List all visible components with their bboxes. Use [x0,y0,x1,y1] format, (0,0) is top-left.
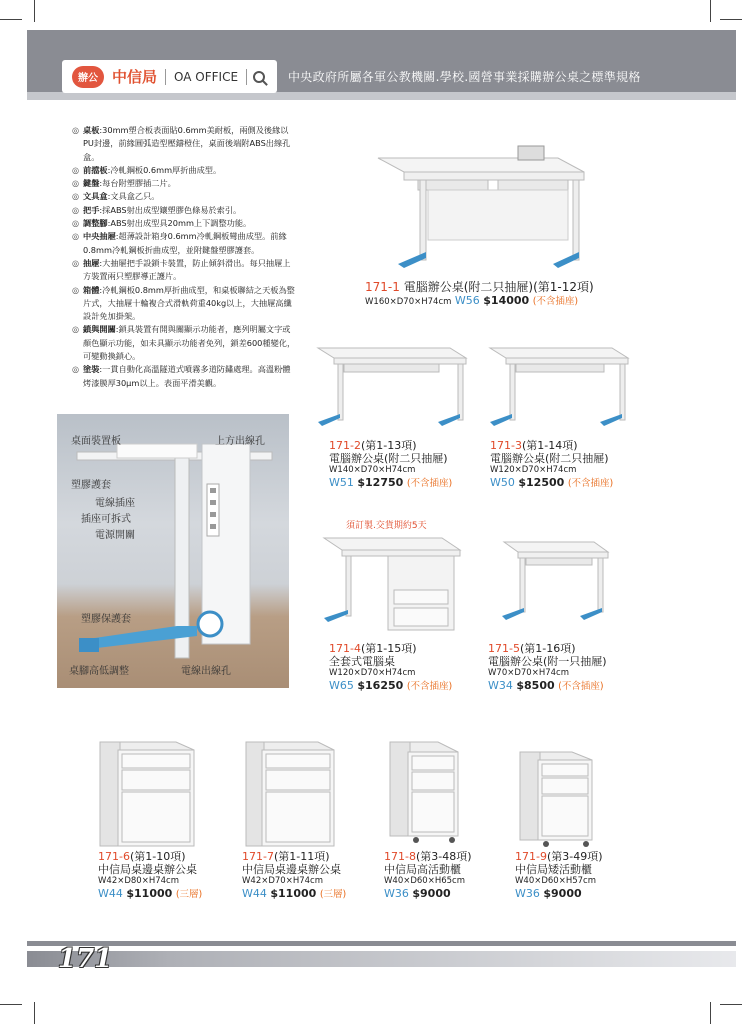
product-image-desk [310,338,470,434]
crop-mark [710,0,711,22]
product-dims: W120×D70×H74cm [490,465,577,475]
product-image-desk [498,534,610,628]
feature-text: :大抽屜把手設鎖卡裝置，防止傾斜滑出。每只抽屜上方裝置兩只塑膠導正護片。 [83,257,291,282]
product-code: 171-9 [515,850,547,863]
product-w-code: W56 [454,294,480,307]
product-card [329,642,452,694]
product-title [329,439,452,452]
bullet-icon: ◎ [72,178,80,189]
product-meta [515,887,603,901]
product-dims: W42×D80×H74cm [98,876,179,886]
product-price: $14000 [483,294,530,307]
product-name: 中信局矮活動櫃 [515,863,592,876]
crop-mark [0,1004,22,1005]
product-price: $8500 [516,679,555,692]
brand-name: 中信局 [112,68,158,86]
feature-label: 前擋板 [83,164,108,175]
product-item-no: (第1-10項) [129,850,186,863]
label-power-socket: 電線插座 [95,498,135,509]
product-item-no: (第3-48項) [415,850,472,863]
label-cable-outlet: 電線出線孔 [181,666,231,677]
feature-item [72,124,297,164]
crop-mark [710,1002,711,1024]
product-item-no: (第1-11項) [273,850,330,863]
feature-label: 把手 [83,204,100,215]
feature-item [72,177,297,190]
crop-mark [34,1002,35,1024]
product-code: 171-3 [490,439,522,452]
product-note: (不含插座) [532,296,579,307]
feature-item [72,230,297,257]
divider [165,69,166,85]
feature-text: :ABS射出成型具20mm上下調整功能。 [107,218,252,229]
product-meta [488,679,607,694]
product-w-code: W36 [384,887,409,900]
feature-label: 中央抽屜 [83,231,116,242]
bullet-icon: ◎ [72,231,80,242]
desk-detail-illustration [57,414,289,688]
feature-text: :30mm塑合板表面貼0.6mm美耐板，兩側及後緣以PU封邊，前緣圓弧造型壓鑄榿住，桌面後端附ABS出線孔盒。 [83,125,291,162]
crop-mark [34,0,35,22]
product-card [515,850,603,901]
product-price: $11000 [126,887,173,900]
label-plastic-guard: 塑膠保護套 [81,614,131,625]
product-code: 171-8 [384,850,416,863]
product-name: 電腦辦公桌(附二只抽屜)(第1-12項) [403,280,594,294]
product-card [384,850,472,901]
product-note: (不含插座) [406,681,453,692]
feature-text: :採ABS射出成型鑲塑膠色條易於索引。 [99,204,242,215]
label-top-outlet: 上方出線孔 [215,436,265,447]
product-dims: W120×D70×H74cm [329,668,416,678]
product-name: 中信局桌邊桌辦公桌 [242,863,341,876]
product-price: $9000 [543,887,582,900]
product-item-no: (第1-13項) [360,439,417,452]
product-dims: W40×D60×H65cm [384,876,465,886]
product-name: 電腦辦公桌(附二只抽屜) [490,452,609,465]
feature-list [72,124,297,390]
product-price: $12500 [518,476,565,489]
bullet-icon: ◎ [72,257,80,268]
page-number: 171 [58,944,113,974]
product-title [242,850,346,863]
product-title [329,642,452,655]
product-name: 電腦辦公桌(附一只抽屜) [488,655,607,668]
feature-item [72,217,297,230]
product-image-desk [316,530,464,636]
product-card [329,439,452,491]
product-image-cabinet [516,748,596,848]
feature-item [72,363,297,390]
product-image-desk [358,140,590,280]
product-dims: W40×D60×H57cm [515,876,596,886]
bullet-icon: ◎ [72,364,80,375]
product-image-cabinet [242,738,336,850]
feature-text: :超薄設計箱身0.6mm冷軋鋼板彎曲成型。前緣0.8mm冷軋鋼板折曲成型，並附鍵盤塑膠護套。 [83,231,287,255]
desk-detail-diagram [57,414,289,688]
feature-item [72,257,297,284]
product-title [490,439,613,452]
feature-label: 調整腳 [83,218,108,229]
product-note: (三層) [175,889,203,900]
product-note: (不含插座) [567,478,614,489]
product-meta [384,887,472,901]
feature-text: :一貫自動化高溫隧道式噴霧多道防鏽處理。高溫粉體烤漆膜厚30μm以上。表面平滑美觀。 [83,364,291,388]
crop-mark [0,19,22,20]
crop-mark [720,19,742,20]
product-card [488,642,607,694]
divider [246,69,247,85]
product-code: 171-2 [329,439,361,452]
product-dims: W70×D70×H74cm [488,668,569,678]
product-meta [242,887,346,902]
feature-item [72,204,297,217]
label-detachable-socket: 插座可拆式 [81,514,131,525]
product-title [98,850,202,863]
bullet-icon: ◎ [72,324,80,335]
product-w-code: W44 [242,887,267,900]
header-tagline: 中央政府所屬各軍公教機關.學校.國營事業採購辦公桌之標準規格 [288,70,641,84]
product-w-code: W36 [515,887,540,900]
product-meta [365,294,594,309]
product-card [242,850,346,902]
brand-badge: 辦公 [72,66,104,88]
product-price: $12750 [357,476,404,489]
product-meta [329,476,452,491]
product-dims: W160×D70×H74cm [365,297,452,307]
feature-label: 桌板 [83,125,100,135]
feature-label: 鎖與開關 [83,324,116,335]
label-power-switch: 電源開關 [95,530,135,541]
feature-text: :冷軋鋼板0.8mm厚折曲成型，和桌板聯結之天板為整片式，大抽屜十輪複合式滑軌荷重40kg以上，大抽屜高纖設計免加掛架。 [83,284,295,322]
bullet-icon: ◎ [72,284,80,295]
product-w-code: W65 [329,679,354,692]
product-card [490,439,613,491]
feature-item [72,323,297,363]
product-name: 全套式電腦桌 [329,655,395,668]
header-strip [27,92,736,100]
search-icon [253,71,265,83]
product-image-cabinet [386,738,462,844]
product-item-no: (第1-15項) [360,642,417,655]
feature-text: :冷軋鋼板0.6mm厚折曲成型。 [107,164,222,175]
product-meta [329,679,452,694]
bullet-icon: ◎ [72,125,80,135]
footer-line [27,941,736,946]
product-title [384,850,472,863]
product-title [488,642,607,655]
product-image-cabinet [96,738,196,850]
bullet-icon: ◎ [72,204,80,215]
product-dims: W140×D70×H74cm [329,465,416,475]
custom-order-notice: 須訂製.交貨期約5天 [346,521,427,531]
product-code: 171-4 [329,642,361,655]
label-plastic-sleeve: 塑膠護套 [71,480,111,491]
product-price: $11000 [270,887,317,900]
product-card [98,850,202,902]
product-dims: W42×D70×H74cm [242,876,323,886]
product-note: (不含插座) [406,478,453,489]
product-item-no: (第1-14項) [521,439,578,452]
product-code: 171-1 [365,280,400,294]
bullet-icon: ◎ [72,191,80,202]
crop-mark [720,1004,742,1005]
label-leg-adjust: 桌腳高低調整 [69,666,129,677]
product-meta [490,476,613,491]
product-meta [98,887,202,902]
feature-item [72,190,297,203]
product-w-code: W50 [490,476,515,489]
bullet-icon: ◎ [72,218,80,229]
product-name: 電腦辦公桌(附二只抽屜) [329,452,448,465]
feature-label: 鍵盤 [83,178,100,189]
product-w-code: W51 [329,476,354,489]
section-name: OA OFFICE [174,69,239,84]
feature-text: :文具盒乙只。 [107,191,160,202]
product-note: (三層) [319,889,347,900]
footer-bar [27,951,736,967]
product-code: 171-5 [488,642,520,655]
product-title [365,281,594,294]
feature-item [72,164,297,177]
feature-label: 塗裝 [83,364,100,375]
feature-text: :鎖具裝置有開與關顯示功能者，應列明屬文字或顏色顯示功能，如未具顯示功能者免列，鎖差600種變化，可變動換鎖心。 [83,324,296,362]
product-item-no: (第3-49項) [546,850,603,863]
product-title [515,850,603,863]
feature-text: :每台附塑膠插二片。 [99,178,176,189]
product-code: 171-7 [242,850,274,863]
product-card [365,281,594,309]
product-code: 171-6 [98,850,130,863]
product-w-code: W44 [98,887,123,900]
feature-item [72,284,297,324]
label-desk-panel: 桌面裝置板 [71,436,121,447]
brand-logo [62,60,277,93]
product-note: (不含插座) [558,681,604,692]
feature-label: 文具盒 [83,191,108,202]
product-item-no: (第1-16項) [519,642,576,655]
feature-label: 箱體 [83,284,100,295]
product-name: 中信局桌邊桌辦公桌 [98,863,197,876]
product-w-code: W34 [488,679,513,692]
product-price: $16250 [357,679,404,692]
bullet-icon: ◎ [72,164,80,175]
feature-label: 抽屜 [83,257,100,268]
product-name: 中信局高活動櫃 [384,863,461,876]
product-price: $9000 [412,887,451,900]
product-image-desk [482,338,630,434]
